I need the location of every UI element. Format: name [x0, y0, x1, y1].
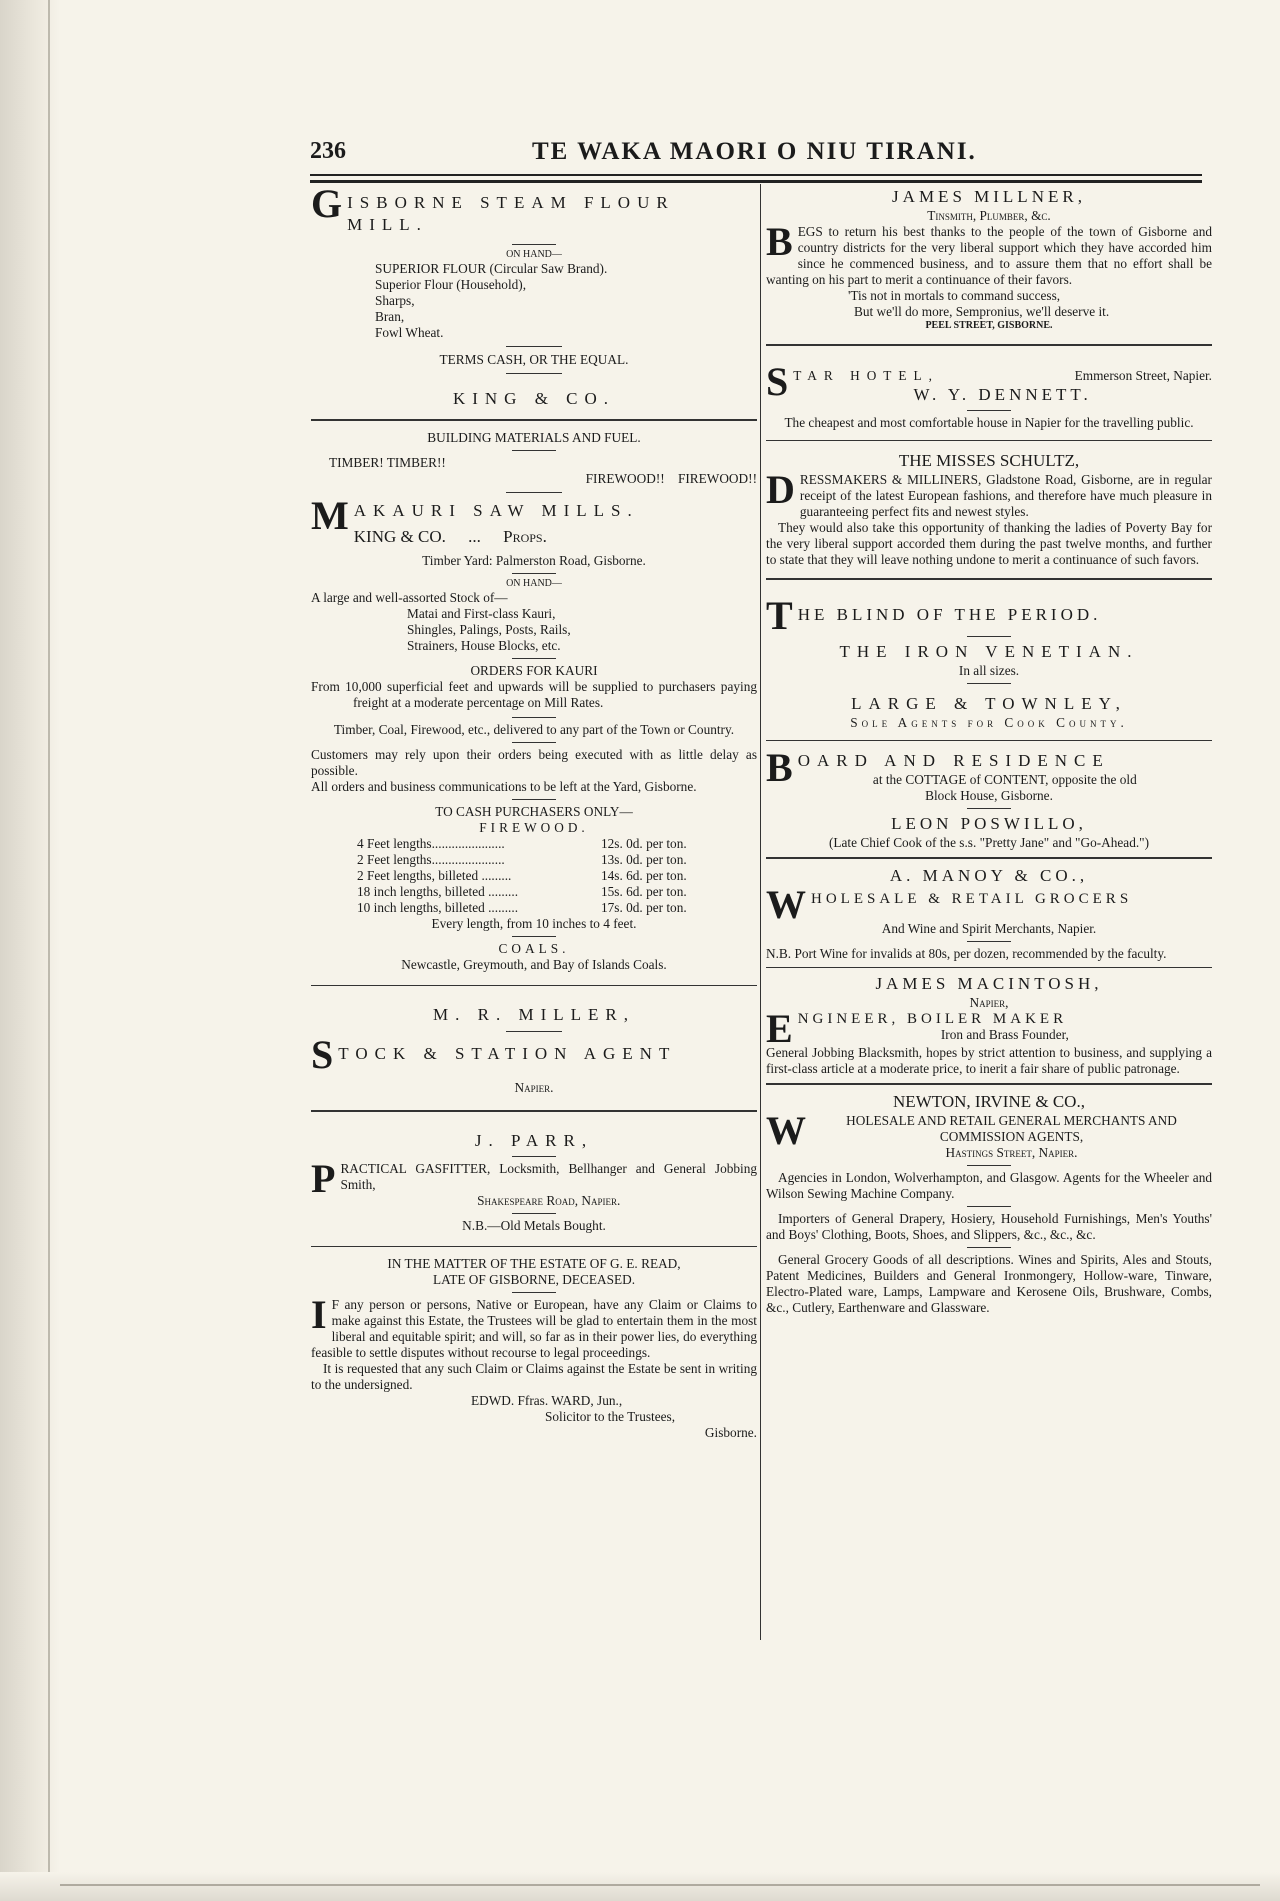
list-item: Fowl Wheat.	[375, 325, 444, 340]
price-row: 10 inch lengths, billeted ......... 17s. 0d. per ton.	[357, 899, 687, 915]
ad-title: J. PARR,	[474, 1130, 594, 1150]
ad-title: M. R. MILLER,	[433, 1005, 635, 1024]
macintosh-text: General Jobbing Blacksmith, hopes by strict attention to business, and supplying a first-class article at a moderate price, to inerit a fair share of public patronage.	[766, 1045, 1212, 1076]
page-binding-shadow	[0, 0, 60, 1901]
millner-quote: But we'll do more, Sempronius, we'll deserve it.	[854, 304, 1110, 319]
board-title: OARD AND RESIDENCE	[797, 751, 1110, 770]
short-rule	[967, 1206, 1011, 1207]
header-rule	[310, 174, 1202, 176]
short-rule	[967, 1247, 1011, 1248]
blind-sole: Sole Agents for Cook County.	[850, 714, 1128, 730]
macintosh-sub: Iron and Brass Founder,	[940, 1027, 1069, 1042]
price-row: 2 Feet lengths, billeted ......... 14s. 6d. per ton.	[357, 867, 687, 883]
ad-schultz	[766, 450, 1212, 568]
signature-line: Solicitor to the Trustees,	[545, 1409, 676, 1424]
flour-items	[311, 261, 757, 341]
terms-text: TERMS CASH, OR THE EQUAL.	[439, 352, 629, 367]
section-rule	[766, 578, 1212, 580]
list-item: SUPERIOR FLOUR (Circular Saw Brand).	[375, 261, 608, 276]
blind-title: HE BLIND OF THE PERIOD.	[797, 604, 1102, 624]
miller-place: Napier.	[514, 1080, 554, 1095]
stock-intro: A large and well-assorted Stock of—	[311, 589, 508, 605]
coals-text: Newcastle, Greymouth, and Bay of Islands Coals.	[401, 956, 667, 972]
ad-manoy	[766, 865, 1212, 962]
mills-title: AKAURI SAW MILLS.	[353, 500, 639, 520]
list-item: Bran,	[375, 309, 405, 324]
short-rule	[506, 373, 562, 374]
signature-line: Gisborne.	[704, 1425, 757, 1440]
estate-title: LATE OF GISBORNE, DECEASED.	[432, 1272, 636, 1287]
section-rule	[766, 967, 1212, 969]
signature-line: EDWD. Ffras. WARD, Jun.,	[471, 1393, 623, 1408]
drop-cap: B	[766, 750, 793, 790]
page-number: 236	[310, 138, 346, 164]
short-rule	[506, 1031, 562, 1032]
short-rule	[967, 941, 1011, 942]
short-rule	[512, 936, 556, 937]
short-rule	[512, 717, 556, 718]
short-rule	[512, 1156, 556, 1157]
price-row: 18 inch lengths, billeted ......... 15s. 6d. per ton.	[357, 883, 687, 899]
schultz-paragraph: They would also take this opportunity of thanking the ladies of Poverty Bay for the very liberal support accorded them during the past twelve months, and further to state that they will leave nothing undone to merit a continuance of such favors.	[766, 520, 1212, 567]
firewood-text: FIREWOOD!! FIREWOOD!!	[585, 470, 757, 486]
orders-text: From 10,000 superficial feet and upwards will be supplied to purchasers paying freight at a moderate percentage on Mill Rates.	[311, 678, 757, 710]
short-rule	[512, 450, 556, 451]
short-rule	[512, 244, 556, 245]
section-rule	[766, 857, 1212, 859]
delivered-text: Timber, Coal, Firewood, etc., delivered to any part of the Town or Country.	[333, 721, 735, 737]
stock-item: Shingles, Palings, Posts, Rails,	[407, 621, 571, 637]
newton-paragraph: Agencies in London, Wolverhampton, and Glasgow. Agents for the Wheeler and Wilson Sewing Machine Company.	[766, 1169, 1212, 1201]
customers-text: Customers may rely upon their orders being executed with as little delay as possible.	[311, 746, 757, 778]
drop-cap: S	[311, 1037, 334, 1071]
props-name: KING & CO.	[353, 526, 446, 546]
drop-cap: G	[311, 186, 343, 226]
drop-cap: B	[766, 224, 793, 264]
short-rule	[506, 346, 562, 347]
short-rule	[967, 1165, 1011, 1166]
right-column	[766, 186, 1212, 1316]
parr-nb: N.B.—Old Metals Bought.	[462, 1217, 606, 1233]
price-row: 2 Feet lengths...................... 13s. 0d. per ton.	[357, 851, 687, 867]
left-column	[311, 186, 757, 1441]
short-rule	[512, 1213, 556, 1214]
section-rule	[766, 740, 1212, 742]
on-hand-label: ON HAND—	[506, 577, 562, 589]
estate-paragraph: F any person or persons, Native or European, have any Claim or Claims to make against this Estate, the Trustees will be glad to entertain them in the most liberal and equitable spirit; and will, so far as in their power lies, do everything feasible to settle disputes without recourse to legal proceedings.	[311, 1297, 757, 1360]
star-address: Emmerson Street, Napier.	[1074, 367, 1212, 383]
props-line	[311, 522, 757, 548]
column-divider	[760, 184, 761, 1640]
millner-quote: 'Tis not in mortals to command success,	[848, 288, 1061, 303]
ad-miller	[311, 1004, 757, 1096]
short-rule	[512, 658, 556, 659]
on-hand-label: ON HAND—	[506, 249, 562, 260]
drop-cap: T	[766, 597, 793, 632]
firewood-title: FIREWOOD.	[479, 819, 589, 835]
ad-king-co	[311, 388, 757, 973]
props-label: Props.	[503, 526, 547, 546]
ad-title: ISBORNE STEAM FLOUR MILL.	[347, 193, 675, 234]
bottom-edge-line	[60, 1884, 1260, 1886]
short-rule	[512, 742, 556, 743]
board-text: at the COTTAGE of CONTENT, opposite the old	[872, 772, 1137, 787]
drop-cap: D	[766, 472, 795, 512]
newton-paragraph: General Grocery Goods of all descriptions. Wines and Spirits, Ales and Stouts, Patent Medicines, Builders and General Ironmongery, Hollow-ware, Tinware, Electro-Plated ware, Lamps, Lampware and Kerosene Oils, Brushware, Combs, &c., Cutlery, Earthenware and Glassware.	[766, 1251, 1212, 1315]
manoy-sub: And Wine and Spirit Merchants, Napier.	[881, 920, 1097, 936]
star-title: TAR HOTEL,	[793, 367, 939, 383]
short-rule	[512, 573, 556, 574]
millner-address: PEEL STREET, GISBORNE.	[925, 320, 1053, 331]
short-rule	[506, 492, 562, 493]
drop-cap: M	[311, 497, 349, 538]
section-rule	[766, 1083, 1212, 1085]
ad-star-hotel	[766, 364, 1212, 431]
schultz-paragraph: RESSMAKERS & MILLINERS, Gladstone Road, Gisborne, are in regular receipt of the latest European fashions, and therefore have much pleasure in guaranteeing perfect fits and newest styles.	[799, 472, 1212, 519]
props-dots: ...	[468, 526, 481, 546]
macintosh-place: Napier,	[969, 995, 1009, 1010]
cash-title: TO CASH PURCHASERS ONLY—	[435, 803, 633, 819]
drop-cap: E	[766, 1011, 793, 1045]
section-rule	[766, 344, 1212, 346]
ad-title: A. MANOY & CO.,	[889, 865, 1089, 885]
page-header	[310, 138, 1210, 176]
section-rule	[311, 985, 757, 987]
newton-title: HOLESALE AND RETAIL GENERAL MERCHANTS AND COMMISSION AGENTS,	[846, 1112, 1177, 1144]
ad-title: NEWTON, IRVINE & CO.,	[893, 1091, 1085, 1111]
estate-paragraph: It is requested that any such Claim or Claims against the Estate be sent in writing to the undersigned.	[311, 1361, 757, 1392]
section-rule	[766, 440, 1212, 442]
drop-cap: S	[766, 363, 789, 404]
short-rule	[967, 410, 1011, 411]
board-text: Block House, Gisborne.	[925, 788, 1053, 803]
page-bottom-edge	[0, 1872, 1280, 1901]
board-name: LEON POSWILLO,	[891, 814, 1087, 833]
list-item: Superior Flour (Household),	[375, 277, 527, 292]
binding-edge-line	[48, 0, 50, 1901]
ad-title: KING & CO.	[452, 389, 616, 408]
short-rule	[512, 799, 556, 800]
drop-cap: W	[766, 886, 806, 921]
board-note: (Late Chief Cook of the s.s. "Pretty Jane" and "Go-Ahead.")	[828, 835, 1150, 850]
ad-title: JAMES MACINTOSH,	[875, 974, 1103, 993]
newton-paragraph: Importers of General Drapery, Hosiery, Household Furnishings, Men's Youths' and Boys' Clothing, Boots, Shoes, and Slippers, &c., &c., &c.	[766, 1210, 1212, 1242]
stock-item: Matai and First-class Kauri,	[407, 605, 556, 621]
star-text: The cheapest and most comfortable house in Napier for the travelling public.	[784, 414, 1194, 430]
short-rule	[967, 808, 1011, 809]
ad-title: THE MISSES SCHULTZ,	[898, 451, 1080, 470]
ad-title: JAMES MILLNER,	[892, 187, 1086, 206]
newton-address: Hastings Street, Napier.	[945, 1144, 1078, 1160]
section-rule	[311, 419, 757, 421]
every-length-text: Every length, from 10 inches to 4 feet.	[431, 915, 637, 931]
millner-trade: Tinsmith, Plumber, &c.	[927, 208, 1051, 223]
estate-title: IN THE MATTER OF THE ESTATE OF G. E. READ,	[387, 1256, 681, 1271]
list-item: Sharps,	[375, 293, 415, 308]
short-rule	[512, 1292, 556, 1293]
short-rule	[967, 683, 1011, 684]
section-rule	[311, 1110, 757, 1112]
all-orders-text: All orders and business communications to be left at the Yard, Gisborne.	[311, 778, 697, 794]
millner-text: EGS to return his best thanks to the people of the town of Gisborne and country districts for the very liberal support which they have accorded him since he commenced business, and to assure them that no effort shall be wanting on his part to merit a continuance of their favors.	[766, 224, 1212, 287]
stock-item: Strainers, House Blocks, etc.	[407, 637, 561, 653]
price-list	[311, 836, 757, 916]
price-row: 4 Feet lengths...................... 12s. 0d. per ton.	[357, 835, 687, 851]
masthead-title: TE WAKA MAORI O NIU TIRANI.	[532, 138, 977, 165]
manoy-nb: N.B. Port Wine for invalids at 80s, per dozen, recommended by the faculty.	[766, 945, 1167, 961]
drop-cap: W	[766, 1112, 806, 1153]
blind-iron: THE IRON VENETIAN.	[839, 641, 1139, 661]
yard-address: Timber Yard: Palmerston Road, Gisborne.	[422, 552, 646, 568]
header-rule-double	[310, 180, 1202, 183]
ad-parr	[311, 1130, 757, 1234]
ad-subtitle: BUILDING MATERIALS AND FUEL.	[427, 429, 641, 445]
ad-millner	[766, 186, 1212, 332]
parr-address: Shakespeare Road, Napier.	[477, 1192, 621, 1208]
orders-title: ORDERS FOR KAURI	[470, 662, 598, 678]
ad-estate-notice	[311, 1256, 757, 1441]
drop-cap: P	[311, 1160, 336, 1201]
coals-title: COALS.	[498, 940, 570, 956]
ad-newton-irvine	[766, 1091, 1212, 1316]
ad-blind	[766, 598, 1212, 731]
star-owner: W. Y. DENNETT.	[913, 384, 1092, 404]
macintosh-title: NGINEER, BOILER MAKER	[797, 1011, 1068, 1027]
ad-macintosh	[766, 973, 1212, 1077]
blind-agents: LARGE & TOWNLEY,	[851, 693, 1127, 713]
ad-board	[766, 750, 1212, 851]
section-rule	[311, 1246, 757, 1248]
ad-flour-mill	[311, 186, 757, 374]
blind-sizes: In all sizes.	[958, 662, 1020, 678]
miller-title: TOCK & STATION AGENT	[338, 1044, 677, 1063]
short-rule	[967, 636, 1011, 637]
timber-text: TIMBER! TIMBER!!	[329, 454, 446, 470]
manoy-title: HOLESALE & RETAIL GROCERS	[811, 890, 1133, 907]
drop-cap: I	[311, 1297, 327, 1337]
parr-text: RACTICAL GASFITTER, Locksmith, Bellhanger and General Jobbing Smith,	[340, 1160, 757, 1192]
